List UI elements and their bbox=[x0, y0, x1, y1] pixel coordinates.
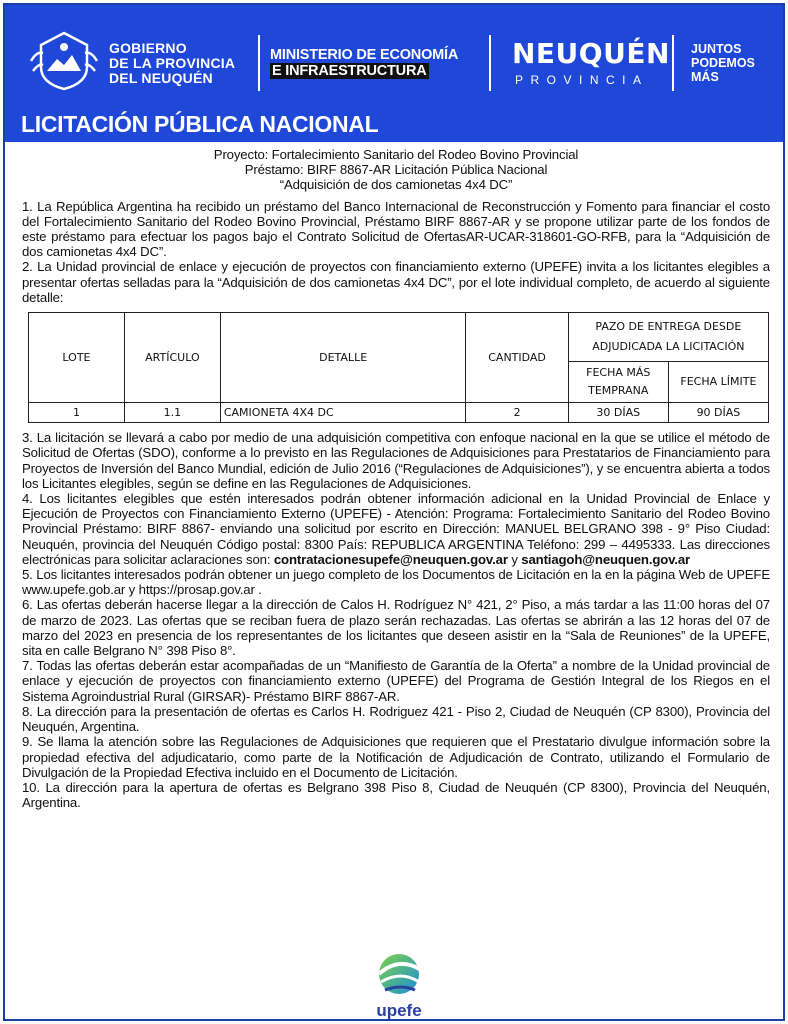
paragraph-8: 8. La dirección para la presentación de ofertas es Carlos H. Rodriguez 421 - Piso 2, Ciudad de Neuquén (CP 8300), Provincia del Neuquén, Argentina. bbox=[22, 703, 770, 735]
header-banner bbox=[5, 5, 783, 142]
paragraph-4 bbox=[22, 491, 770, 567]
slogan-line-2: PODEMOS bbox=[691, 56, 755, 70]
ministry-name bbox=[270, 47, 458, 79]
cell-articulo: 1.1 bbox=[124, 403, 220, 423]
province-shield-icon bbox=[27, 31, 101, 91]
header-articulo: ARTÍCULO bbox=[124, 313, 220, 403]
paragraph-3: 3. La licitación se llevará a cabo por medio de una adquisición competitiva con enfoque nacional en la que se utilice el método de Solicitud de Ofertas (SDO), conforme a lo previsto en las Regulaciones de Adquisiciones para Prestatarios de Financiamiento para Proyectos de Inversión del Banco Mundial, edición de Julio 2016 (“Regulaciones de Adquisiciones”), y se encuentra abierta a todos los Licitantes elegibles, según se define en las Regulaciones de Adquisiciones. bbox=[22, 430, 770, 491]
paragraph-1: 1. La República Argentina ha recibido un préstamo del Banco Internacional de Reconstrucción y Fomento para financiar el costo del Fortalecimiento Sanitario del Rodeo Bovino Provincial, Préstamo BIRF 8867-AR y se propone utilizar parte de los fondos de este préstamo para efectuar los pagos bajo el Contrato Solicitud de OfertasAR-UCAR-318601-GO-RFB, para la “Adquisición de dos camionetas 4x4 DC”. bbox=[22, 198, 770, 260]
paragraph-10: 10. La dirección para la apertura de ofertas es Belgrano 398 Piso 8, Ciudad de Neuquén (CP 8300), Provincia del Neuquén, Argentina. bbox=[22, 779, 770, 811]
paragraph-4-text: 4. Los licitantes elegibles que estén interesados podrán obtener información adicional en la Unidad Provincial de Enlace y Ejecución de Proyectos con Financiamiento Externo (UPEFE) - Atención: Programa: Fortalecimiento Sanitario del Rodeo Bovino Provincial Préstamo: BIRF 8867- enviando una solicitud por escrito en Dirección: MANUEL BELGRANO 398 - 9° Piso Ciudad: Neuquén, provincia del Neuquén Código postal: 8300 País: REPUBLICA ARGENTINA Teléfono: 299 – 4495333. Las direcciones electrónicas para solicitar aclaraciones son: bbox=[22, 491, 770, 567]
ministry-line-2: E INFRAESTRUCTURA bbox=[272, 63, 427, 79]
paragraph-9: 9. Se llama la atención sobre las Regulaciones de Adquisiciones que requieren que el Prestatario divulgue información sobre la propiedad efectiva del adjudicatario, como parte de la Notificación de Adjudicación de Contrato, utilizando el Formulario de Divulgación de la Propiedad Efectiva incluido en el Documento de Licitación. bbox=[22, 734, 770, 780]
upefe-globe-icon bbox=[355, 950, 445, 1021]
page-title: LICITACIÓN PÚBLICA NACIONAL bbox=[21, 111, 379, 137]
cell-lote: 1 bbox=[29, 403, 125, 423]
province-name: NEUQUÉN bbox=[512, 37, 670, 70]
upefe-logo bbox=[355, 950, 445, 1021]
paragraph-5: 5. Los licitantes interesados podrán obtener un juego completo de los Documentos de Licitación en la en la página Web de UPEFE www.upefe.gob.ar y https://prosap.gov.ar . bbox=[22, 567, 770, 598]
gov-line-1: GOBIERNO bbox=[109, 40, 187, 56]
gov-line-2: DE LA PROVINCIA bbox=[109, 55, 236, 71]
header-fecha-temprana: FECHA MÁS TEMPRANA bbox=[568, 362, 668, 403]
slogan-line-1: JUNTOS bbox=[691, 42, 742, 56]
province-subtitle: PROVINCIA bbox=[515, 73, 649, 87]
intro-line-3: “Adquisición de dos camionetas 4x4 DC” bbox=[279, 177, 513, 193]
header-detalle: DETALLE bbox=[220, 313, 466, 403]
slogan-line-3: MÁS bbox=[691, 70, 719, 84]
notice-frame bbox=[3, 3, 785, 1021]
intro-line-2: Préstamo: BIRF 8867-AR Licitación Pública Nacional bbox=[244, 162, 548, 178]
header-cantidad: CANTIDAD bbox=[466, 313, 568, 403]
header-divider bbox=[258, 35, 260, 91]
header-divider bbox=[489, 35, 491, 91]
ministry-line-1: MINISTERIO DE ECONOMÍA bbox=[270, 47, 459, 63]
cell-cantidad: 2 bbox=[466, 403, 568, 423]
lot-table bbox=[28, 312, 769, 423]
cell-fecha-limite: 90 DÍAS bbox=[668, 403, 768, 423]
conjunction-text: y bbox=[507, 551, 522, 567]
table-row bbox=[29, 403, 769, 423]
header-fecha-limite: FECHA LÍMITE bbox=[668, 362, 768, 403]
upefe-label: upefe bbox=[376, 1001, 422, 1020]
email-link-santiagoh[interactable]: santiagoh@neuquen.gov.ar bbox=[521, 551, 691, 567]
header-divider bbox=[672, 35, 674, 91]
paragraph-6: 6. Las ofertas deberán hacerse llegar a la dirección de Calos H. Rodríguez N° 421, 2° Piso, a más tardar a las 11:00 horas del 07 de marzo de 2023. Las ofertas que se reciban fuera de plazo serán rechazadas. Las ofertas se abrirán a las 12 horas del 07 de marzo del 2023 en presencia de los representantes de los licitantes que deseen asistir en la “Sala de Reuniones” de la UPEFE, sita en calle Belgrano N° 398 Piso 8°. bbox=[22, 597, 770, 659]
cell-detalle: CAMIONETA 4X4 DC bbox=[220, 403, 466, 423]
cell-fecha-temprana: 30 DÍAS bbox=[568, 403, 668, 423]
government-name bbox=[109, 41, 235, 86]
notice-body bbox=[22, 147, 770, 810]
header-plazo: PAZO DE ENTREGA DESDE ADJUDICADA LA LICITACIÓN bbox=[568, 313, 768, 362]
slogan bbox=[691, 42, 755, 84]
gov-line-3: DEL NEUQUÉN bbox=[109, 70, 213, 86]
project-intro bbox=[22, 147, 770, 193]
header-lote: LOTE bbox=[29, 313, 125, 403]
paragraph-7: 7. Todas las ofertas deberán estar acompañadas de un “Manifiesto de Garantía de la Oferta” a nombre de la Unidad provincial de enlace y ejecución de proyectos con financiamiento externo (UPEFE) del Programa de Gestión Integral de los Riegos en el Sistema Agroindustrial Rural (GIRSAR)- Préstamo BIRF 8867-AR. bbox=[22, 658, 770, 704]
email-link-contrataciones[interactable]: contratacionesupefe@neuquen.gov.ar bbox=[273, 551, 508, 567]
intro-line-1: Proyecto: Fortalecimiento Sanitario del Rodeo Bovino Provincial bbox=[213, 147, 579, 162]
paragraph-2: 2. La Unidad provincial de enlace y ejecución de proyectos con financiamiento externo (UPEFE) invita a los licitantes elegibles a presentar ofertas selladas para la “Adquisición de dos camionetas 4x4 DC”, por el lote individual completo, de acuerdo al siguiente detalle: bbox=[22, 259, 770, 305]
